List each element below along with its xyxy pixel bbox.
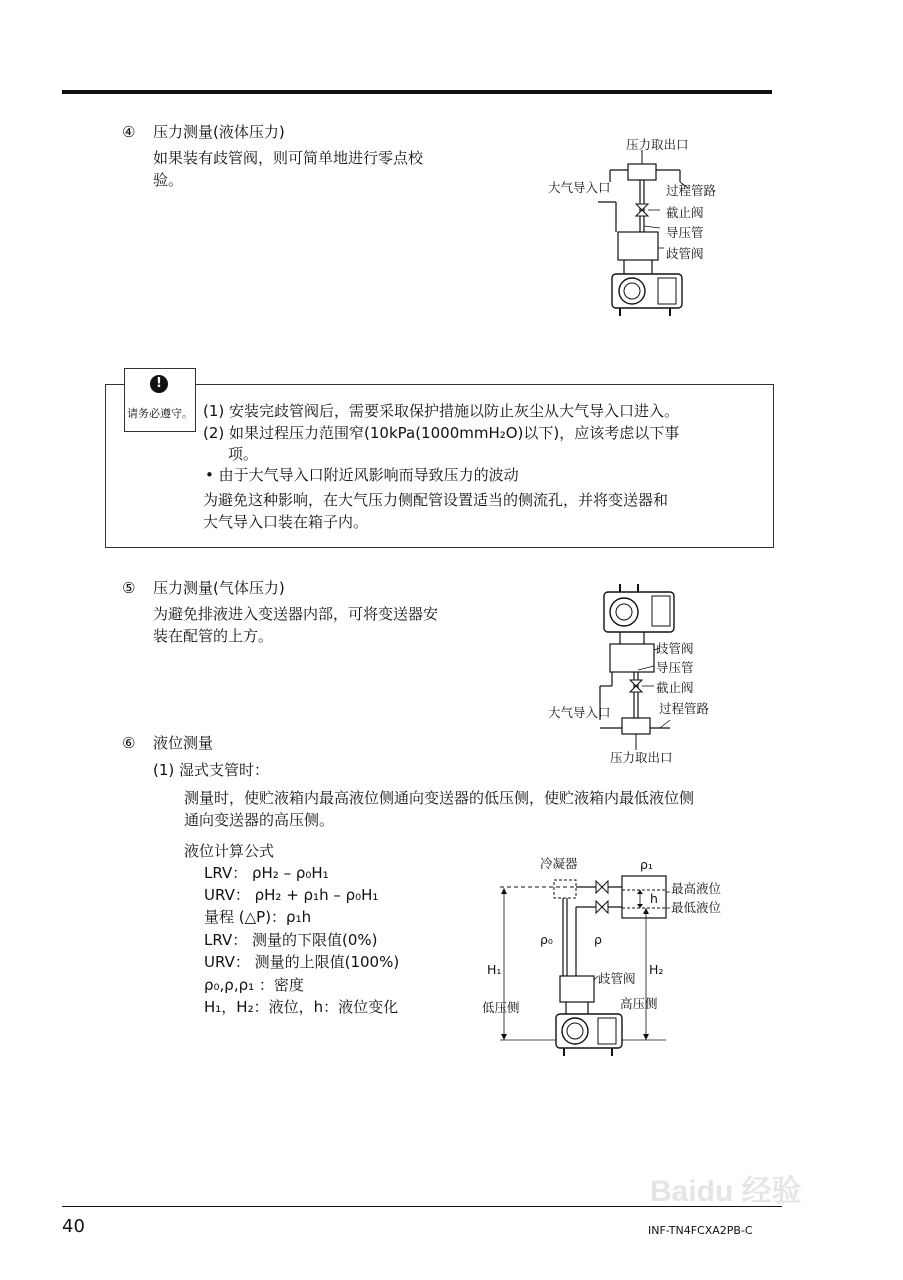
label-rho0: ρ₀	[540, 932, 553, 947]
label-stop-valve: 截止阀	[666, 205, 704, 220]
label-rho1: ρ₁	[640, 857, 653, 872]
label-min-level: 最低液位	[671, 900, 722, 915]
formula-urv-def: URV： 测量的上限值(100%)	[204, 953, 400, 971]
label-H2: H₂	[649, 962, 664, 977]
section4-body-line1: 如果装有歧管阀，则可简单地进行零点校	[153, 149, 424, 167]
section6-body-line2: 通向变送器的高压侧。	[184, 811, 335, 829]
notice-line4: 为避免这种影响，在大气压力侧配管设置适当的侧流孔，并将变送器和	[203, 491, 669, 509]
label-rho: ρ	[594, 932, 602, 947]
formula-urv: URV： ρH₂ + ρ₁h – ρ₀H₁	[204, 886, 379, 904]
notice-line2: (2) 如果过程压力范围窄(10kPa(1000mmH₂O)以下)，应该考虑以下事	[203, 424, 680, 442]
section4-body-line2: 验。	[153, 171, 184, 189]
diagram-liquid-pressure	[540, 130, 780, 330]
label-atmosphere-inlet-2: 大气导入口	[548, 705, 611, 720]
section4-title: 压力测量(液体压力)	[153, 123, 285, 141]
section5-body-line2: 装在配管的上方。	[153, 627, 274, 645]
label-manifold: 歧管阀	[666, 246, 704, 261]
notice-line1: (1) 安装完歧管阀后，需要采取保护措施以防止灰尘从大气导入口进入。	[203, 402, 680, 420]
section5-body-line1: 为避免排液进入变送器内部，可将变送器安	[153, 605, 439, 623]
warning-icon: !	[150, 375, 168, 393]
section6-number: ⑥	[122, 734, 136, 752]
label-low-pressure-side: 低压侧	[482, 1000, 520, 1015]
formula-levels: H₁，H₂：液位，h：液位变化	[204, 998, 399, 1016]
section6-title: 液位测量	[153, 734, 214, 752]
label-process-pipe: 过程管路	[666, 183, 717, 198]
label-process-pipe-2: 过程管路	[659, 701, 710, 716]
label-impulse-pipe-2: 导压管	[656, 660, 694, 675]
watermark: Baidu 经验	[650, 1175, 802, 1208]
notice-line3: 项。	[228, 445, 259, 463]
label-high-pressure-side: 高压侧	[620, 996, 658, 1011]
label-pressure-tap-2: 压力取出口	[610, 750, 673, 765]
label-pressure-tap: 压力取出口	[626, 137, 689, 152]
label-manifold-3: 歧管阀	[598, 971, 636, 986]
notice-bullet: • 由于大气导入口附近风影响而导致压力的波动	[205, 466, 519, 484]
formula-density: ρ₀,ρ,ρ₁ ：密度	[204, 976, 304, 994]
label-atmosphere-inlet: 大气导入口	[548, 180, 611, 195]
section6-body-line1: 测量时，使贮液箱内最高液位侧通向变送器的低压侧，使贮液箱内最低液位侧	[184, 789, 695, 807]
notice-line5: 大气导入口装在箱子内。	[203, 513, 369, 531]
label-H1: H₁	[487, 962, 502, 977]
label-h: h	[650, 891, 658, 906]
section4-number: ④	[122, 123, 136, 141]
label-manifold-2: 歧管阀	[656, 641, 694, 656]
formula-span: 量程 (△P)：ρ₁h	[204, 908, 312, 926]
label-stop-valve-2: 截止阀	[656, 680, 694, 695]
formula-title: 液位计算公式	[184, 842, 275, 860]
page-number: 40	[62, 1216, 85, 1237]
formula-lrv-def: LRV： 测量的下限值(0%)	[204, 931, 378, 949]
notice-caption: 请务必遵守。	[127, 407, 193, 420]
document-code: INF-TN4FCXA2PB-C	[648, 1224, 753, 1237]
formula-lrv: LRV： ρH₂ – ρ₀H₁	[204, 864, 329, 882]
section5-title: 压力测量(气体压力)	[153, 579, 285, 597]
header-rule	[62, 90, 772, 94]
label-max-level: 最高液位	[671, 881, 722, 896]
section6-subtitle: (1) 湿式支管时：	[153, 761, 270, 779]
label-condenser: 冷凝器	[540, 856, 578, 871]
label-impulse-pipe: 导压管	[666, 225, 704, 240]
section5-number: ⑤	[122, 579, 136, 597]
